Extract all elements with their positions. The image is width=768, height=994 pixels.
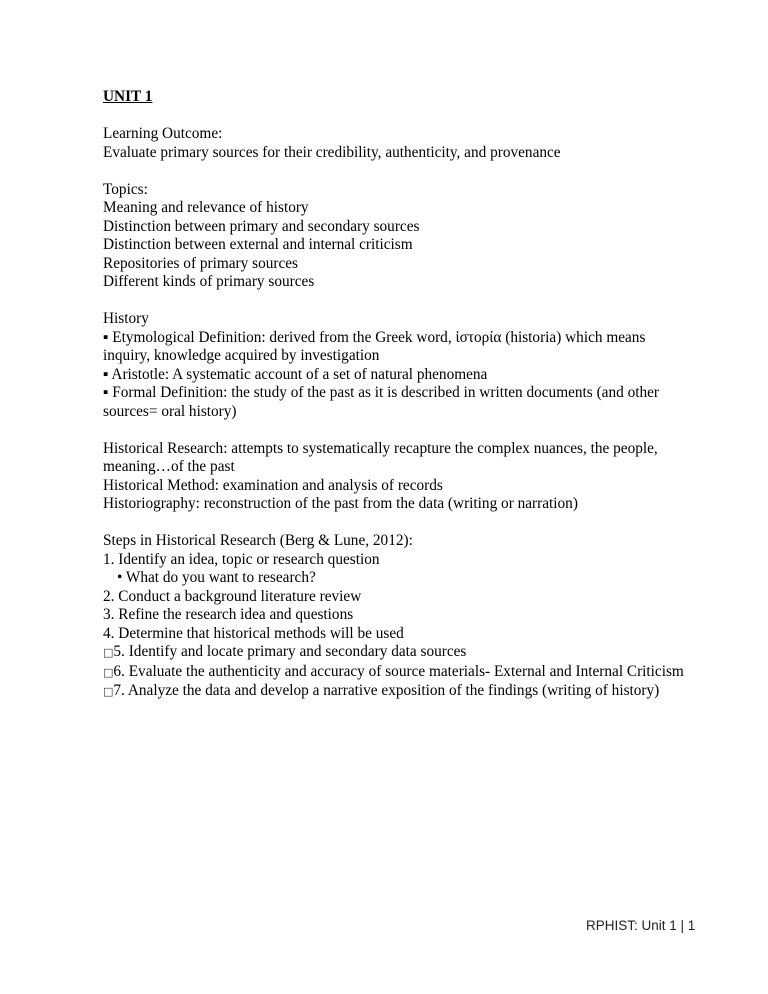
definition-line: Historiography: reconstruction of the past from the data (writing or narration) <box>103 495 578 512</box>
history-line: sources= oral history) <box>103 402 237 420</box>
history-label: History <box>103 310 149 327</box>
topic-item: Distinction between external and internal criticism <box>103 236 413 253</box>
topics-label: Topics: <box>103 180 148 198</box>
step-item: □7. Analyze the data and develop a narrative exposition of the findings (writing of history) <box>103 682 660 699</box>
missing-glyph-icon: □ <box>103 685 114 698</box>
topic-item: Distinction between primary and secondary sources <box>103 217 420 235</box>
topic-item: Meaning and relevance of history <box>103 199 309 216</box>
topic-item: Repositories of primary sources <box>103 254 298 272</box>
page-footer: RPHIST: Unit 1 | 1 <box>586 918 696 933</box>
step-item: 2. Conduct a background literature review <box>103 587 362 605</box>
definition-line: Historical Method: examination and analysis of records <box>103 476 443 494</box>
history-line: ▪ Aristotle: A systematic account of a set of natural phenomena <box>103 365 488 383</box>
step-item: □6. Evaluate the authenticity and accuracy of source materials- External and Internal Criticism <box>103 662 684 680</box>
history-line: inquiry, knowledge acquired by investigation <box>103 347 380 364</box>
definition-line: Historical Research: attempts to systematically recapture the complex nuances, the people, <box>103 439 658 457</box>
step-item: 3. Refine the research idea and questions <box>103 606 354 623</box>
history-line: ▪ Etymological Definition: derived from the Greek word, ἱστορία (historia) which means <box>103 328 646 346</box>
missing-glyph-icon: □ <box>103 646 114 659</box>
definition-line: meaning…of the past <box>103 458 235 475</box>
topic-item: Different kinds of primary sources <box>103 273 315 290</box>
document-page <box>103 88 703 702</box>
unit-title: UNIT 1 <box>103 88 153 105</box>
learning-outcome-label: Learning Outcome: <box>103 125 223 142</box>
step-subitem: • What do you want to research? <box>117 569 316 586</box>
steps-label: Steps in Historical Research (Berg & Lune, 2012): <box>103 532 413 549</box>
step-item: 4. Determine that historical methods will be used <box>103 624 404 642</box>
learning-outcome-text: Evaluate primary sources for their credibility, authenticity, and provenance <box>103 143 561 161</box>
missing-glyph-icon: □ <box>103 665 114 679</box>
history-line: ▪ Formal Definition: the study of the past as it is described in written documents (and other <box>103 384 659 401</box>
step-item: 1. Identify an idea, topic or research question <box>103 550 380 568</box>
step-item: □5. Identify and locate primary and secondary data sources <box>103 643 467 660</box>
